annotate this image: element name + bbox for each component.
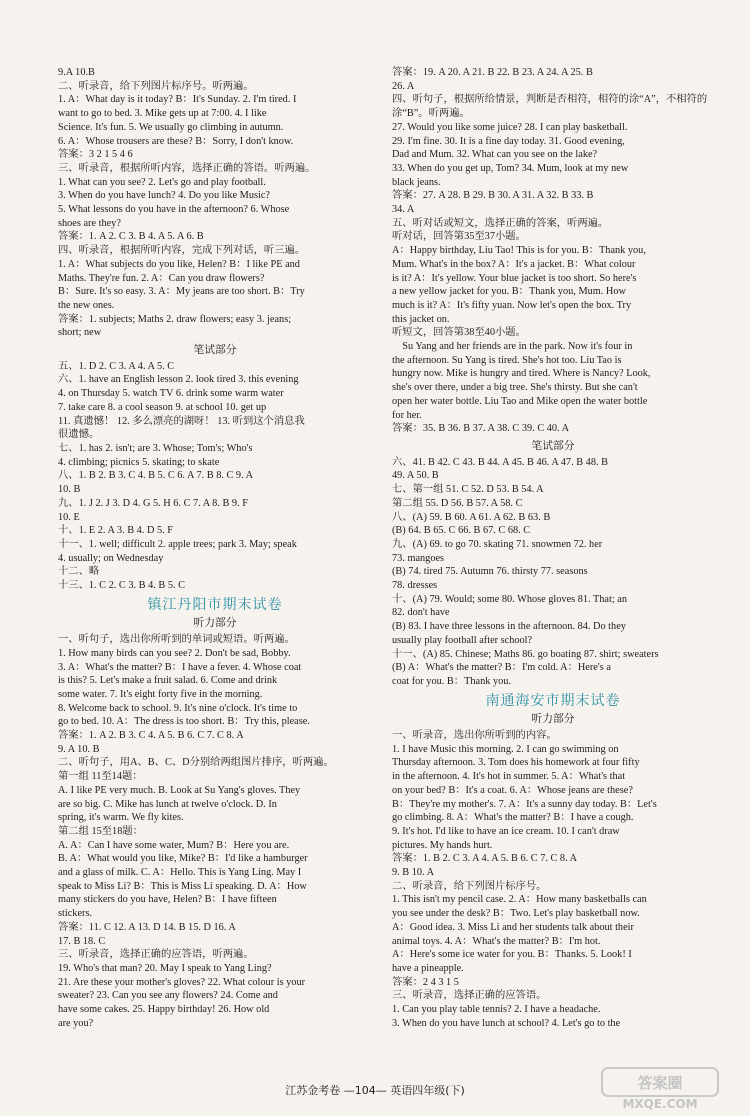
text-line: 二、听录音，给下列图片标序号。听两遍。 (58, 80, 254, 92)
text-line: 十二、略 (58, 566, 100, 578)
text-line: go climbing. 8. A：What's the matter? B：I have a cough. (392, 812, 634, 824)
text-line: Maths. They're fun. 2. A：Can you draw flowers? (58, 272, 265, 284)
text-line: 49. A 50. B (392, 470, 439, 482)
text-line: 七、1. has 2. isn't; are 3. Whose; Tom's; Who's (58, 442, 253, 454)
section-heading: 笔试部分 (531, 438, 575, 452)
text-line: 四、听句子，根据所给情景，判断是否相符，相符的涂“A”，不相符的 (392, 94, 708, 106)
text-line: 听对话，回答第35至37小题。 (392, 231, 526, 243)
svg-text:答案圈: 答案圈 (637, 1074, 683, 1092)
text-line: open her water bottle. Liu Tao and Mike open the water bottle (392, 395, 648, 407)
text-line: speak to Miss Li? B：This is Miss Li speaking. D. A：How (58, 880, 307, 892)
text-line: 3. When do you have lunch? 4. Do you like Music? (58, 190, 270, 202)
text-line: 4. on Thursday 5. watch TV 6. drink some warm water (58, 388, 284, 400)
exam-title: 南通海安市期末试卷 (485, 692, 621, 709)
text-line: 78. dresses (392, 580, 438, 592)
text-line: 29. I'm fine. 30. It is a fine day today. 31. Good evening, (392, 135, 625, 147)
section-heading: 笔试部分 (193, 343, 237, 357)
left-column (58, 66, 372, 1031)
section-heading: 听力部分 (193, 616, 237, 630)
text-line: a new yellow jacket for you. B：Thank you, Mum. How (392, 286, 626, 298)
text-line: short; new (58, 327, 102, 339)
text-line: stickers. (58, 908, 93, 920)
text-line: 3. When do you have lunch at school? 4. Let's go to the (392, 1017, 621, 1029)
text-line: 九、1. J 2. J 3. D 4. G 5. H 6. C 7. A 8. B 9. F (58, 497, 248, 509)
text-line: 答案：1. A 2. C 3. B 4. A 5. A 6. B (58, 231, 204, 243)
text-line: A. I like PE very much. B. Look at Su Yang's gloves. They (58, 784, 301, 796)
text-line: 十一、1. well; difficult 2. apple trees; park 3. May; speak (58, 538, 297, 550)
text-line: B. A：What would you like, Mike? B：I'd like a hamburger (58, 853, 308, 865)
text-line: 答案：1. B 2. C 3. A 4. A 5. B 6. C 7. C 8. A (392, 853, 578, 865)
text-line: sweater? 23. Can you see any flowers? 24. Come and (58, 990, 278, 1002)
text-line: 10. E (58, 511, 80, 523)
text-line: Dad and Mum. 32. What can you see on the lake? (392, 149, 598, 161)
text-line: 26. A (392, 80, 415, 92)
text-line: 1. A：What subjects do you like, Helen? B：I like PE and (58, 258, 300, 270)
text-line: in the afternoon. 4. It's hot in summer. 5. A：What's that (392, 771, 626, 783)
text-line: 73. mangoes (392, 552, 445, 564)
right-column (392, 66, 714, 1031)
text-line: 3. A：What's the matter? B：I have a fever. 4. Whose coat (58, 661, 302, 673)
exam-title: 镇江丹阳市期末试卷 (147, 596, 283, 613)
text-line: 第一组 11至14题： (58, 771, 143, 783)
text-line: 21. Are these your mother's gloves? 22. What colour is your (58, 976, 306, 988)
text-line: have some cakes. 25. Happy birthday! 26. How old (58, 1004, 270, 1016)
text-line: 答案：2 4 3 1 5 (392, 976, 459, 988)
text-line: 答案：1. subjects; Maths 2. draw flowers; easy 3. jeans; (58, 313, 292, 325)
text-line: 11. 真遗憾！ 12. 多么漂亮的湖呀！ 13. 听到这个消息我 (58, 415, 305, 427)
page-footer: 江苏金考卷 —104— 英语四年级(下) (285, 1084, 465, 1097)
text-line: this jacket on. (392, 313, 450, 325)
text-line: 1. This isn't my pencil case. 2. A：How many basketballs can (392, 894, 647, 906)
text-line: 33. When do you get up, Tom? 34. Mum, look at my new (392, 162, 629, 174)
text-line: animal toys. 4. A：What's the matter? B：I'm hot. (392, 935, 601, 947)
text-line: 答案：35. B 36. B 37. A 38. C 39. C 40. A (392, 423, 570, 435)
text-line: B：Sure. It's so easy. 3. A：My jeans are too short. B：Try (58, 286, 305, 298)
text-line: 4. usually; on Wednesday (58, 552, 164, 564)
text-line: 17. B 18. C (58, 935, 106, 947)
text-line: 10. B (58, 484, 81, 496)
text-line: shoes are they? (58, 217, 121, 229)
text-line: black jeans. (392, 176, 441, 188)
text-line: is this? 5. Let's make a fruit salad. 6. Come and drink (58, 675, 278, 687)
text-line: 六、41. B 42. C 43. B 44. A 45. B 46. A 47. B 48. B (392, 456, 608, 468)
text-line: for her. (392, 409, 422, 421)
text-line: some water. 7. It's eight forty five in the morning. (58, 688, 263, 700)
text-line: 很遗憾。 (58, 429, 100, 441)
text-line: the new ones. (58, 299, 115, 311)
text-line: 7. take care 8. a cool season 9. at school 10. get up (58, 401, 267, 413)
text-line: 9.A 10.B (58, 67, 95, 78)
text-line: 三、听录音，选择正确的应答语。 (392, 990, 547, 1002)
text-line: 1. How many birds can you see? 2. Don't be sad, Bobby. (58, 647, 291, 659)
text-line: 九、(A) 69. to go 70. skating 71. snowmen 72. her (392, 538, 603, 550)
text-line: on your bed? B：It's a coat. 6. A：Whose jeans are these? (392, 784, 633, 796)
text-line: go to bed. 10. A：The dress is too short. B：Try this, please. (58, 716, 310, 728)
text-line: much is it? A：It's fifty yuan. Now let's open the box. Try (392, 299, 632, 311)
text-line: 四、听录音，根据所听内容，完成下列对话，听三遍。 (58, 245, 306, 257)
text-line: Mum. What's in the box? A：It's a jacket. B：What colour (392, 258, 636, 270)
text-line: 八、(A) 59. B 60. A 61. A 62. B 63. B (392, 511, 551, 523)
text-line: 七、第一组 51. C 52. D 53. B 54. A (392, 484, 544, 496)
text-line: 一、听录音，选出你所听到的内容。 (392, 730, 557, 742)
text-line: coat for you. B：Thank you. (392, 675, 511, 687)
text-line: 答案：11. C 12. A 13. D 14. B 15. D 16. A (58, 921, 236, 933)
text-line: 答案：19. A 20. A 21. B 22. B 23. A 24. A 25. B (392, 67, 593, 78)
text-line: 二、听录音，给下列图片标序号。 (392, 880, 547, 892)
text-line: she's over there, under a big tree. She's thirsty. But she can't (392, 382, 638, 394)
text-line: 十、(A) 79. Would; some 80. Whose gloves 81. That; an (392, 593, 628, 605)
text-line: 34. A (392, 204, 415, 216)
text-line: you see under the desk? B：Two. Let's play basketball now. (392, 908, 640, 920)
text-line: 答案：3 2 1 5 4 6 (58, 149, 133, 161)
text-line: (B) 83. I have three lessons in the afternoon. 84. Do they (392, 621, 626, 633)
text-line: 5. What lessons do you have in the afternoon? 6. Whose (58, 204, 290, 216)
text-line: (B) 74. tired 75. Autumn 76. thirsty 77. seasons (392, 566, 588, 578)
text-line: hungry now. Mike is hungry and tired. Where is Nancy? Look, (392, 368, 651, 380)
text-line: many stickers do you have, Helen? B：I have fifteen (58, 894, 277, 906)
text-line: usually play football after school? (392, 634, 533, 646)
text-line: 一、听句子，选出你所听到的单词或短语。听两遍。 (58, 634, 295, 646)
text-line: (B) 64. B 65. C 66. B 67. C 68. C (392, 525, 531, 537)
text-line: 4. climbing; picnics 5. skating; to skate (58, 456, 220, 468)
text-line: Su Yang and her friends are in the park. Now it's four in (392, 341, 633, 353)
text-line: 十一、(A) 85. Chinese; Maths 86. go boating 87. shirt; sweaters (392, 648, 659, 660)
text-line: are so big. C. Mike has lunch at twelve o'clock. D. In (58, 798, 277, 810)
text-line: 八、1. B 2. B 3. C 4. B 5. C 6. A 7. B 8. C 9. A (58, 470, 254, 482)
text-line: 82. don't have (392, 607, 450, 619)
text-line: (B) A：What's the matter? B：I'm cold. A：Here's a (392, 662, 611, 674)
text-line: 19. Who's that man? 20. May I speak to Yang Ling? (58, 963, 272, 974)
text-line: 1. I have Music this morning. 2. I can go swimming on (392, 743, 619, 755)
text-line: A. A：Can I have some water, Mum? B：Here you are. (58, 839, 290, 851)
text-line: 1. A：What day is it today? B：It's Sunday. 2. I'm tired. I (58, 94, 297, 106)
text-line: A：Happy birthday, Liu Tao! This is for you. B：Thank you, (392, 245, 646, 257)
text-line: 听短文，回答第38至40小题。 (392, 327, 526, 339)
text-line: 9. B 10. A (392, 867, 435, 879)
text-line: 答案：1. A 2. B 3. C 4. A 5. B 6. C 7. C 8. A (58, 730, 244, 742)
text-line: spring, it's warm. We fly kites. (58, 812, 184, 824)
watermark-logo (600, 1064, 720, 1112)
text-line: have a pineapple. (392, 963, 464, 974)
text-line: 第二组 15至18题： (58, 825, 143, 837)
text-line: 三、听录音，选择正确的应答语，听两遍。 (58, 949, 254, 961)
text-line: 1. What can you see? 2. Let's go and play football. (58, 176, 266, 188)
text-line: 6. A：Whose trousers are these? B：Sorry, I don't know. (58, 135, 294, 147)
section-heading: 听力部分 (531, 712, 575, 726)
text-line: 六、1. have an English lesson 2. look tired 3. this evening (58, 374, 299, 386)
text-line: Science. It's fun. 5. We usually go climbing in autumn. (58, 121, 284, 133)
text-line: A：Good idea. 3. Miss Li and her students talk about their (392, 921, 634, 933)
text-line: A：Here's some ice water for you. B：Thanks. 5. Look! I (392, 949, 632, 961)
text-line: 十三、1. C 2. C 3. B 4. B 5. C (58, 580, 186, 592)
svg-text:MXQE.COM: MXQE.COM (622, 1097, 698, 1111)
text-line: want to go to bed. 3. Mike gets up at 7:00. 4. I like (58, 108, 267, 120)
text-line: B：They're my mother's. 7. A：It's a sunny day today. B：Let's (392, 798, 657, 810)
text-line: 9. A 10. B (58, 743, 100, 755)
text-line: the afternoon. Su Yang is tired. She's hot too. Liu Tao is (392, 354, 622, 366)
text-line: 三、听录音，根据所听内容，选择正确的答语。听两遍。 (58, 162, 316, 174)
text-line: is it? A：It's yellow. Your blue jacket is too short. So here's (392, 272, 637, 284)
text-line: are you? (58, 1017, 94, 1029)
text-line: 五、听对话或短文，选择正确的答案，听两遍。 (392, 217, 609, 229)
text-line: 第二组 55. D 56. B 57. A 58. C (392, 497, 523, 509)
text-line: 涂“B”。听两遍。 (392, 108, 470, 120)
text-line: 二、听句子，用A、B、C、D分别给两组图片排序，听两遍。 (58, 757, 334, 769)
text-line: 五、1. D 2. C 3. A 4. A 5. C (58, 360, 175, 372)
text-line: pictures. My hands hurt. (392, 839, 493, 851)
text-line: 8. Welcome back to school. 9. It's nine o'clock. It's time to (58, 702, 298, 714)
text-line: 27. Would you like some juice? 28. I can play basketball. (392, 121, 628, 133)
text-line: and a glass of milk. C. A：Hello. This is Yang Ling. May I (58, 867, 302, 879)
text-line: 1. Can you play table tennis? 2. I have a headache. (392, 1004, 601, 1016)
text-line: Thursday afternoon. 3. Tom does his homework at four fifty (392, 757, 640, 769)
text-line: 9. It's hot. I'd like to have an ice cream. 10. I can't draw (392, 825, 620, 837)
text-line: 答案：27. A 28. B 29. B 30. A 31. A 32. B 33. B (392, 190, 594, 202)
text-line: 十、1. E 2. A 3. B 4. D 5. F (58, 525, 173, 537)
